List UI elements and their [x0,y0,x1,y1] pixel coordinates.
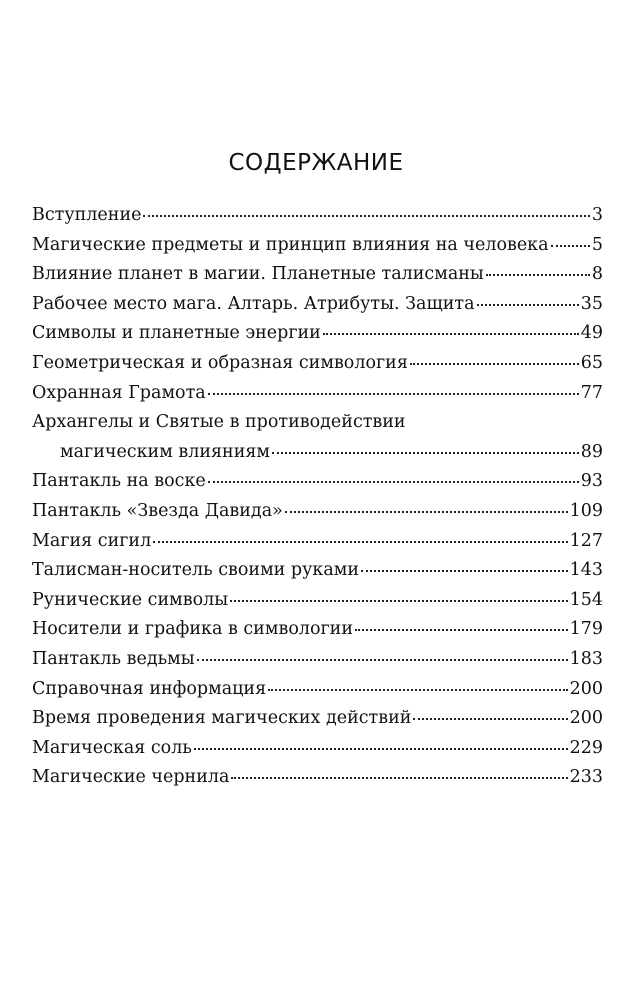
toc-entry [32,556,603,586]
toc-dot-leader [486,274,590,276]
toc-entry-label: Пантакль на воске [32,471,206,492]
toc-entry-label: Магическая соль [32,737,192,758]
toc-entry-label: Архангелы и Святые в противодействии [32,412,406,433]
toc-dot-leader [477,304,579,306]
page-title: СОДЕРЖАНИЕ [228,150,404,176]
toc-page-number: 5 [591,234,603,255]
toc-page-number: 35 [580,293,603,314]
toc-page-number: 77 [580,382,603,403]
toc-entry-first-line [32,408,603,438]
toc-dot-leader [413,718,567,720]
toc-dot-leader [143,215,589,217]
toc-page-number: 154 [569,589,603,610]
toc-dot-leader [361,570,568,572]
table-of-contents [32,201,603,793]
toc-dot-leader [410,363,579,365]
toc-page-number: 233 [569,767,603,788]
toc-page-number: 143 [569,560,603,581]
toc-entry [32,349,603,379]
toc-entry [32,734,603,764]
toc-entry [32,675,603,705]
toc-entry-label: Символы и планетные энергии [32,323,321,344]
toc-dot-leader [197,659,568,661]
toc-dot-leader [268,689,567,691]
toc-entry [32,645,603,675]
toc-page-number: 200 [569,708,603,729]
toc-entry-label: Магические предметы и принцип влияния на человека [32,234,549,255]
toc-entry-label: Геометрическая и образная симвология [32,352,408,373]
toc-entry [32,201,603,231]
toc-dot-leader [323,333,579,335]
toc-page-number: 3 [591,205,603,225]
toc-page-number: 65 [580,352,603,373]
toc-page-number: 200 [569,678,603,699]
toc-dot-leader [551,245,590,247]
toc-dot-leader [208,481,579,483]
toc-entry [32,497,603,527]
toc-entry [32,527,603,557]
toc-entry [32,260,603,290]
toc-entry-label: Влияние планет в магии. Планетные талисманы [32,264,484,285]
toc-entry-label: Охранная Грамота [32,382,206,403]
toc-entry-label: Носители и графика в символогии [32,619,353,640]
toc-entry-label: Вступление [32,205,142,225]
toc-entry-continuation [32,438,603,468]
toc-page-number: 127 [569,530,603,551]
toc-dot-leader [194,748,568,750]
toc-entry-label: Талисман-носитель своими руками [32,560,360,581]
toc-entry [32,379,603,409]
toc-entry [32,615,603,645]
toc-page-number: 8 [591,264,603,285]
toc-page-number: 49 [580,323,603,344]
toc-dot-leader [208,393,579,395]
toc-entry-label: Пантакль «Звезда Давида» [32,500,283,521]
toc-dot-leader [272,452,579,454]
toc-dot-leader [153,541,567,543]
toc-entry [32,231,603,261]
toc-page-number: 229 [569,737,603,758]
toc-entry [32,763,603,793]
toc-entry-label: Справочная информация [32,678,267,699]
toc-page-number: 93 [580,471,603,492]
toc-entry [32,290,603,320]
toc-entry [32,467,603,497]
toc-dot-leader [285,511,568,513]
toc-page-number: 89 [580,441,603,462]
toc-dot-leader [230,600,567,602]
toc-dot-leader [231,777,567,779]
toc-entry-label: Пантакль ведьмы [32,648,195,669]
toc-entry [32,586,603,616]
toc-dot-leader [355,629,568,631]
toc-page-number: 109 [569,500,603,521]
toc-entry-label: Рунические символы [32,589,229,610]
toc-entry [32,704,603,734]
toc-entry-label: Магические чернила [32,767,230,788]
toc-entry-label: Магия сигил [32,530,152,551]
toc-entry-label: Время проведения магических действий [32,708,412,729]
toc-page-number: 183 [569,648,603,669]
toc-entry-label: магическим влияниям [60,441,271,462]
toc-entry-label: Рабочее место мага. Алтарь. Атрибуты. Защита [32,293,475,314]
toc-entry [32,319,603,349]
toc-page-number: 179 [569,619,603,640]
